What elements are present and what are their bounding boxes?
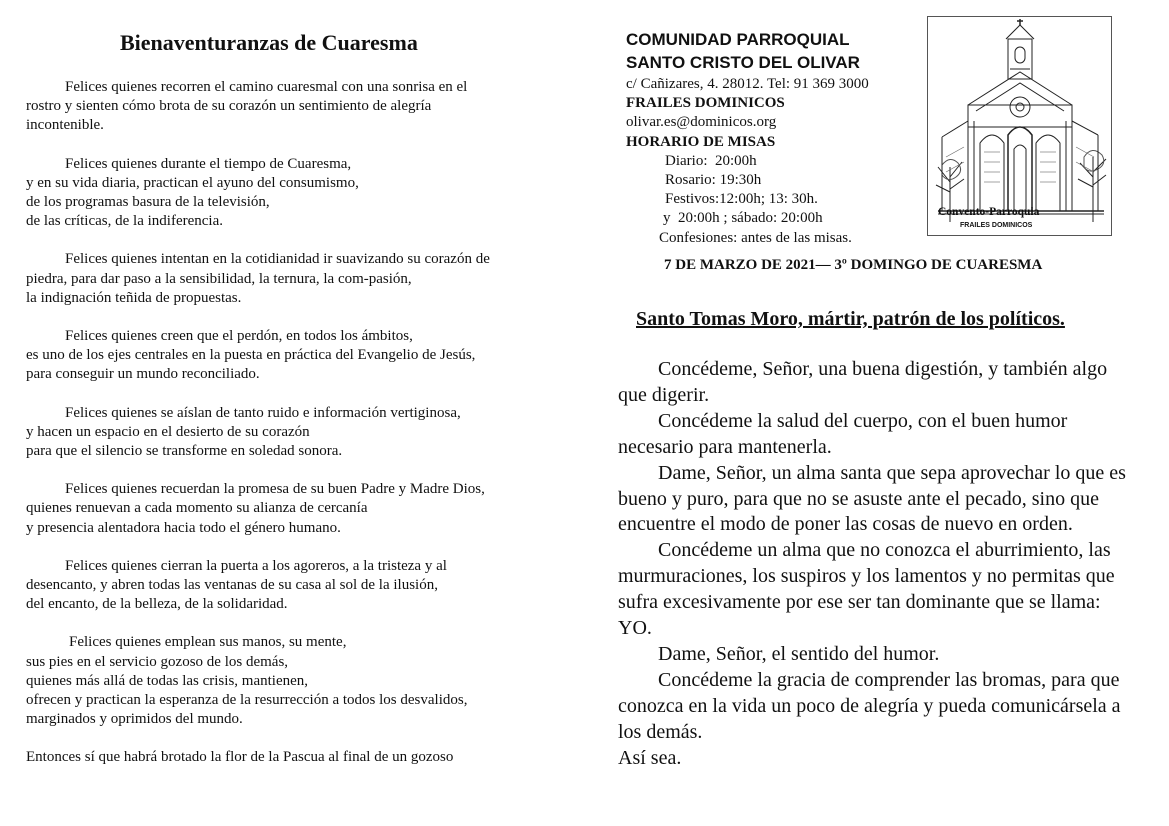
beatitude-line: y en su vida diaria, practican el ayuno del consumismo, (26, 174, 359, 191)
prayer-body (618, 357, 1138, 772)
beatitudes-body (26, 78, 556, 768)
prayer-paragraph (618, 642, 1138, 668)
beatitude-line: rostro y sienten cómo brota de su corazón un sentimiento de alegría (26, 98, 432, 115)
community-name: COMUNIDAD PARROQUIAL (626, 30, 850, 49)
beatitude-line: ofrecen y practican la esperanza de la resurrección a todos los desvalidos, (26, 692, 468, 709)
beatitude-line: Felices quienes se aíslan de tanto ruido e información vertiginosa, (65, 404, 461, 421)
beatitude-paragraph (26, 633, 556, 729)
parish-email: olivar.es@dominicos.org (626, 114, 777, 131)
schedule-line: Diario: 20:00h (665, 152, 757, 169)
beatitude-line: del encanto, de la belleza, de la solidaridad. (26, 596, 288, 613)
prayer-paragraph (618, 461, 1138, 539)
prayer-paragraph (618, 409, 1138, 461)
beatitude-paragraph (26, 748, 556, 767)
beatitude-paragraph (26, 250, 556, 308)
parish-name: SANTO CRISTO DEL OLIVAR (626, 53, 860, 72)
beatitude-line: desencanto, y abren todas las ventanas de su casa al sol de la ilusión, (26, 577, 438, 594)
beatitude-line: marginados y oprimidos del mundo. (26, 711, 243, 728)
beatitude-line: la indignación teñida de propuestas. (26, 289, 242, 306)
beatitudes-column (26, 30, 556, 787)
schedule-line: Festivos:12:00h; 13: 30h. (665, 191, 818, 208)
beatitude-line: Felices quienes emplean sus manos, su mente, (69, 634, 347, 651)
beatitude-line: para que el silencio se transforme en soledad sonora. (26, 443, 343, 460)
prayer-text: Dame, Señor, el sentido del humor. (658, 642, 940, 665)
beatitude-line: Felices quienes creen que el perdón, en todos los ámbitos, (65, 328, 413, 345)
beatitude-line: piedra, para dar paso a la sensibilidad, la ternura, la com-pasión, (26, 270, 412, 287)
beatitude-line: incontenible. (26, 117, 104, 134)
beatitude-line: y hacen un espacio en el desierto de su corazón (26, 423, 310, 440)
beatitude-line: Felices quienes intentan en la cotidianidad ir suavizando su corazón de (65, 251, 490, 268)
parish-address: c/ Cañizares, 4. 28012. Tel: 91 369 3000 (626, 76, 869, 92)
beatitude-line: Felices quienes durante el tiempo de Cuaresma, (65, 155, 352, 172)
beatitude-line: quienes renuevan a cada momento su alianza de cercanía (26, 500, 368, 517)
parish-header (626, 28, 926, 248)
beatitude-paragraph (26, 155, 556, 232)
beatitudes-title: Bienaventuranzas de Cuaresma (120, 30, 418, 55)
beatitude-line: Felices quienes recorren el camino cuaresmal con una sonrisa en el (65, 79, 468, 95)
church-drawing (927, 16, 1112, 236)
beatitude-line: para conseguir un mundo reconciliado. (26, 366, 260, 383)
beatitude-line: Felices quienes cierran la puerta a los agoreros, a la tristeza y al (65, 557, 447, 574)
prayer-text: Concédeme, Señor, una buena digestión, y también algo que digerir. (618, 358, 1108, 406)
beatitude-paragraph (26, 78, 556, 136)
beatitude-line: de los programas basura de la televisión, (26, 194, 270, 211)
beatitude-paragraph (26, 557, 556, 615)
schedule-line: Rosario: 19:30h (665, 172, 762, 189)
liturgical-date: 7 DE MARZO DE 2021— 3º DOMINGO DE CUARESMA (664, 257, 1043, 273)
beatitude-paragraph (26, 327, 556, 385)
beatitude-line: y presencia alentadora hacia todo el género humano. (26, 519, 341, 536)
schedule-title: HORARIO DE MISAS (626, 133, 776, 150)
beatitude-line: de las críticas, de la indiferencia. (26, 213, 223, 230)
prayer-text: Dame, Señor, un alma santa que sepa aprovechar lo que es bueno y puro, para que no se asuste ante el pecado, sino que encuentre el modo de poner las cosas de nuevo en orden. (618, 461, 1126, 536)
beatitude-line: Entonces sí que habrá brotado la flor de la Pascua al final de un gozoso (26, 749, 454, 766)
prayer-paragraph (618, 538, 1138, 642)
beatitude-line: quienes más allá de todas las crisis, mantienen, (26, 672, 309, 689)
drawing-caption: Convento-Parroquia (938, 206, 1040, 218)
beatitude-line: sus pies en el servicio gozoso de los demás, (26, 653, 289, 670)
beatitude-line: Felices quienes recuerdan la promesa de su buen Padre y Madre Dios, (65, 481, 485, 498)
prayer-text: Concédeme la salud del cuerpo, con el buen humor necesario para mantenerla. (618, 409, 1068, 458)
church-facade-illustration (928, 17, 1111, 235)
confessions-line: Confesiones: antes de las misas. (659, 229, 852, 246)
prayer-paragraph (618, 668, 1138, 746)
prayer-title: Santo Tomas Moro, mártir, patrón de los políticos. (636, 308, 1065, 330)
prayer-text: Concédeme un alma que no conozca el aburrimiento, las murmuraciones, los suspiros y los lamentos y no permitas que sufra excesivamente por ese ser tan dominante que se llama: YO. (618, 539, 1115, 640)
prayer-closing: Así sea. (618, 746, 682, 769)
schedule-line: y 20:00h ; sábado: 20:00h (663, 210, 823, 227)
beatitude-paragraph (26, 404, 556, 462)
order-name: FRAILES DOMINICOS (626, 95, 785, 112)
prayer-text: Concédeme la gracia de comprender las bromas, para que conozca en la vida un poco de alegría y pueda comunicársela a los demás. (618, 668, 1121, 743)
drawing-subcaption: FRAILES DOMINICOS (960, 222, 1033, 229)
beatitude-paragraph (26, 480, 556, 538)
prayer-paragraph (618, 357, 1138, 409)
beatitude-line: es uno de los ejes centrales en la puesta en práctica del Evangelio de Jesús, (26, 347, 476, 364)
